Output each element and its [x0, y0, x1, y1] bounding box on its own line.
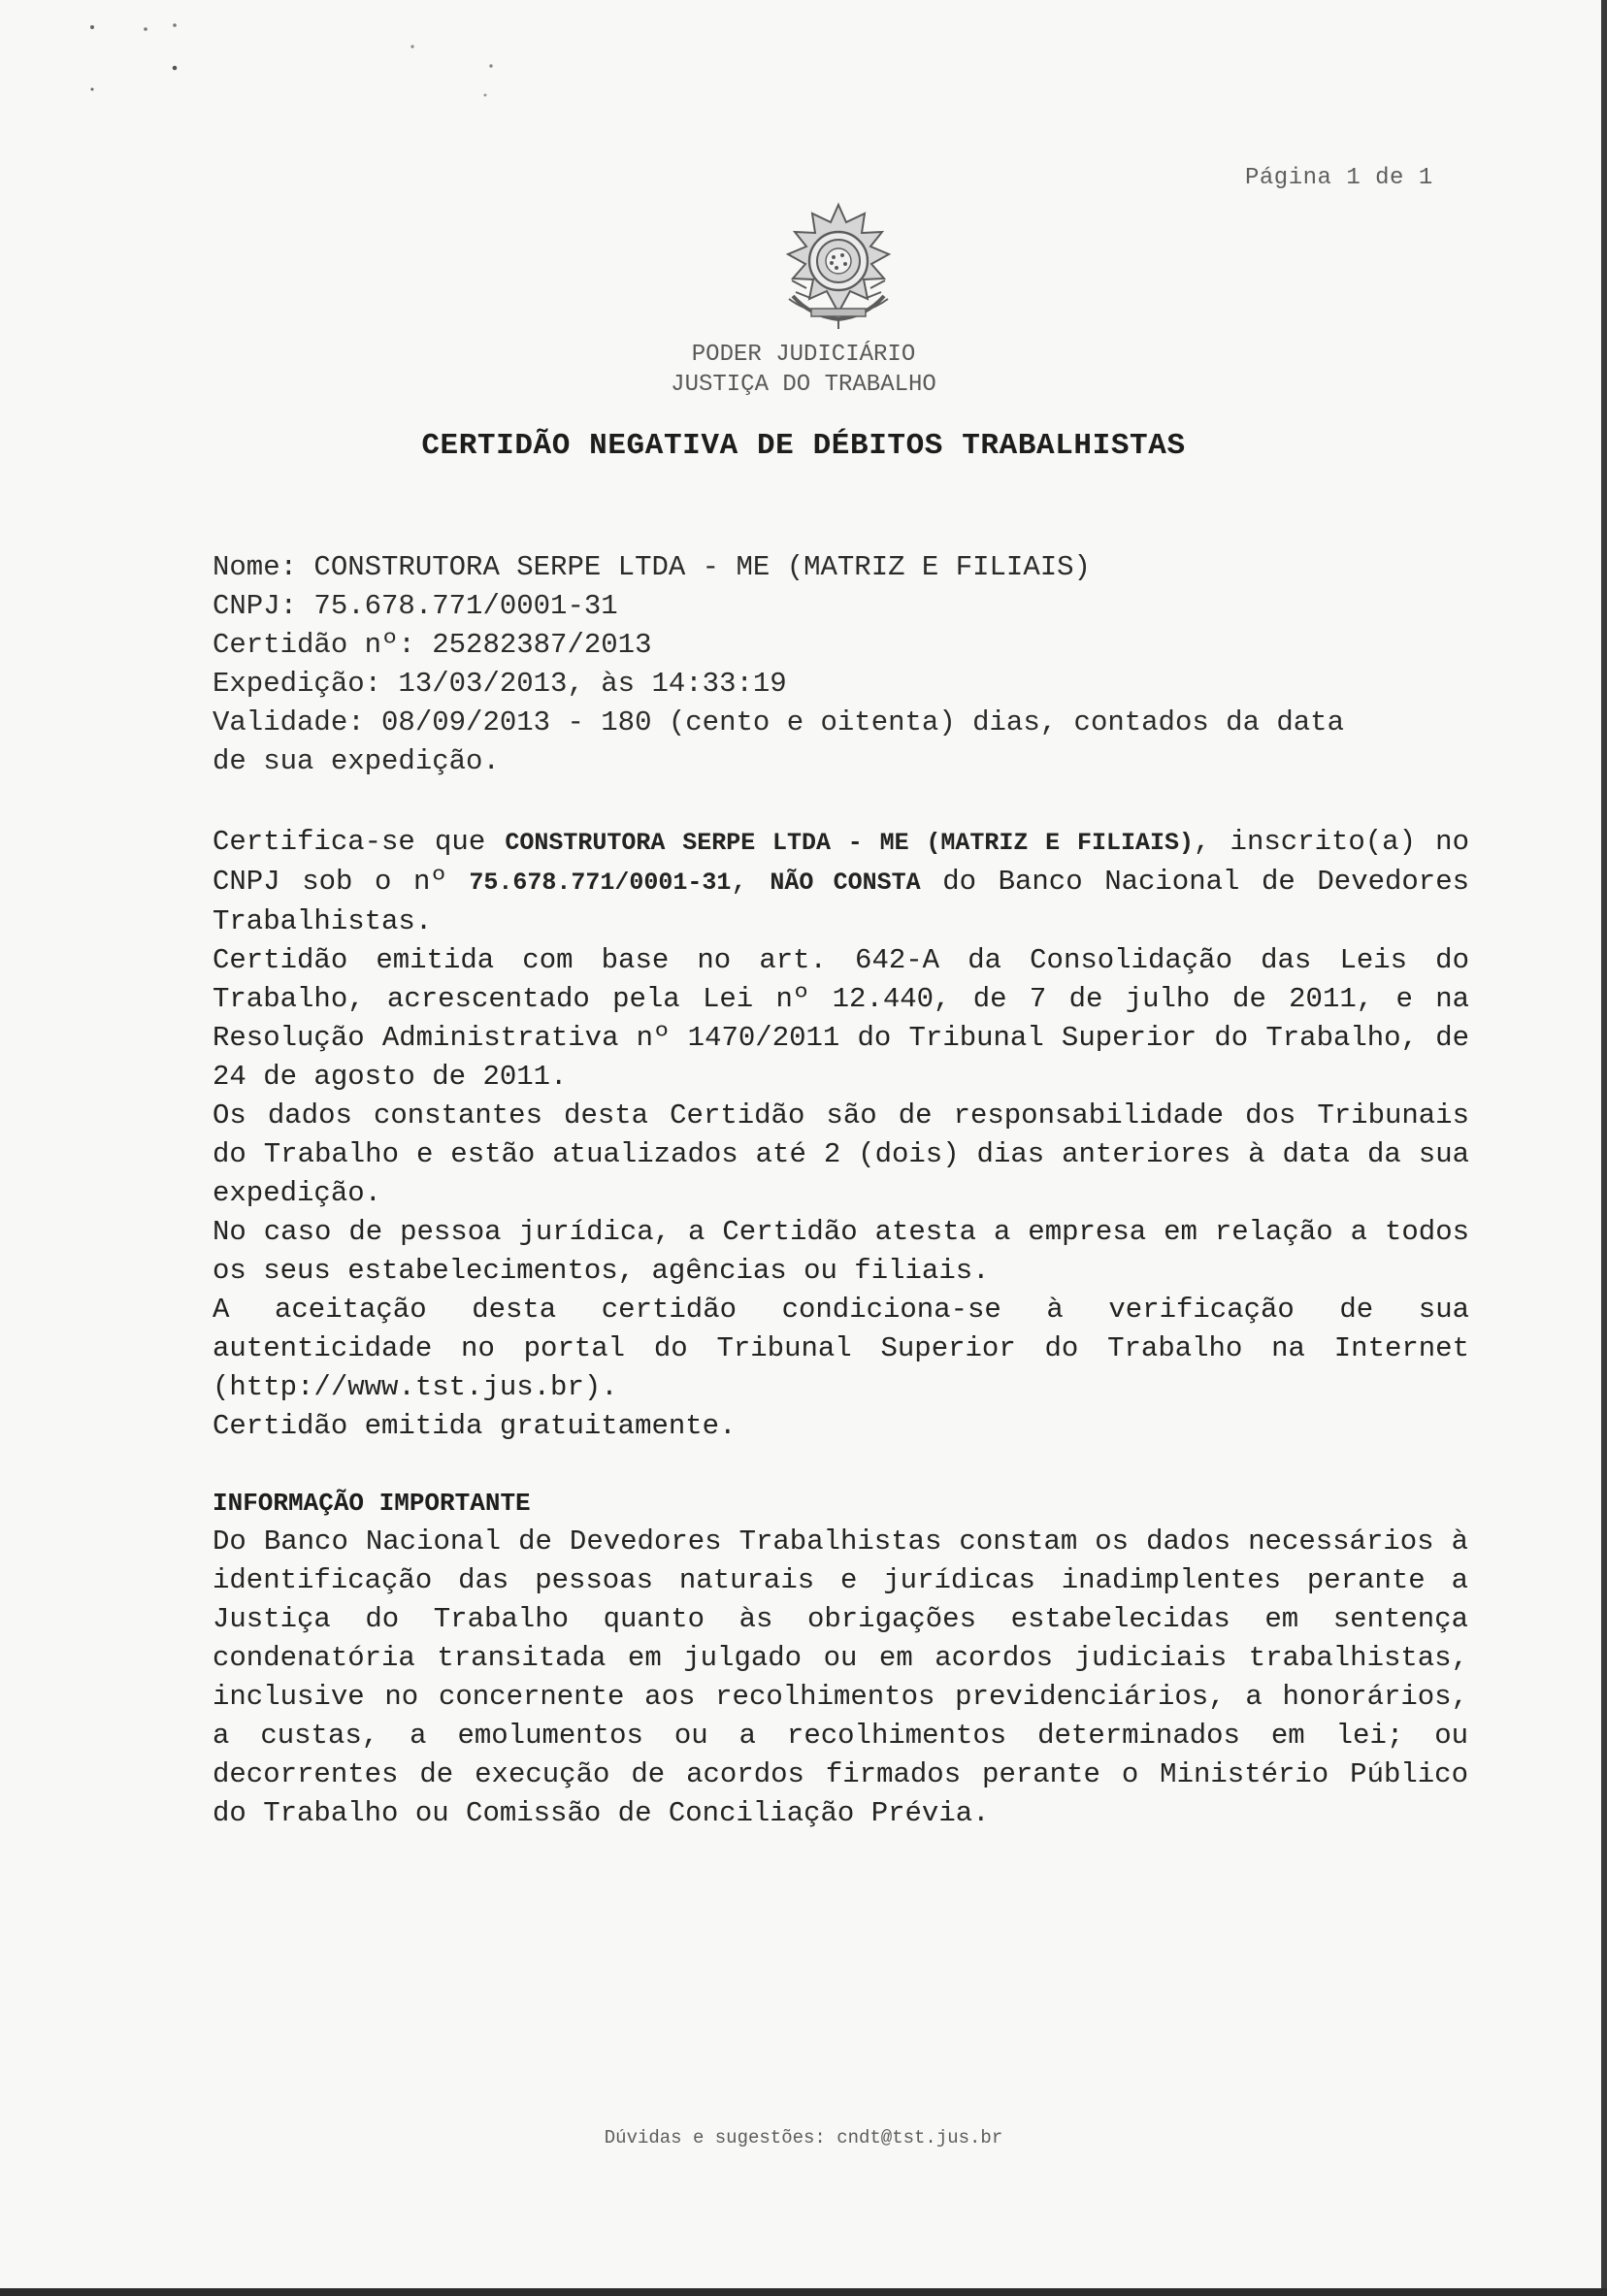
certification-comma: , [731, 866, 771, 898]
judiciary-heading: PODER JUDICIÁRIO [691, 342, 916, 368]
page-title: CERTIDÃO NEGATIVA DE DÉBITOS TRABALHISTAS [421, 429, 1186, 463]
legal-entity-paragraph: No caso de pessoa jurídica, a Certidão atesta a empresa em relação a todos os seus estabelecimentos, agências ou filiais. [213, 1216, 1469, 1287]
certification-paragraph [213, 823, 1469, 941]
page-number: Página 1 de 1 [1245, 165, 1433, 191]
company-name-line: Nome: CONSTRUTORA SERPE LTDA - ME (MATRIZ E FILIAIS) [213, 551, 1091, 583]
legal-basis-paragraph: Certidão emitida com base no art. 642-A da Consolidação das Leis do Trabalho, acrescentado pela Lei nº 12.440, de 7 de julho de 2011, e na Resolução Administrativa nº 1470/2011 do Tribunal Superior do Trabalho, de 24 de agosto de 2011. [213, 944, 1469, 1093]
responsibility-paragraph: Os dados constantes desta Certidão são de responsabilidade dos Tribunais do Trabalho e estão atualizados até 2 (dois) dias anteriores à data da sua expedição. [213, 1099, 1469, 1209]
coat-of-arms-icon [770, 192, 907, 330]
free-issue-paragraph: Certidão emitida gratuitamente. [213, 1410, 737, 1442]
important-text: Do Banco Nacional de Devedores Trabalhistas constam os dados necessários à identificação das pessoas naturais e jurídicas inadimplentes perante a Justiça do Trabalho quanto às obrigações estabelecidas em sentença condenatória transitada em julgado ou em acordos judiciais trabalhistas, inclusive no concernente aos recolhimentos previdenciários, a honorários, a custas, a emolumentos ou a recolhimentos determinados em lei; ou decorrentes de execução de acordos firmados perante o Ministério Público do Trabalho ou Comissão de Conciliação Prévia. [213, 1525, 1468, 1829]
company-bold: CONSTRUTORA SERPE LTDA - ME (MATRIZ E FILIAIS) [505, 829, 1194, 857]
validity-line-2: de sua expedição. [213, 745, 500, 777]
certification-prefix: Certifica-se que [213, 826, 506, 858]
certificate-body [213, 823, 1469, 1446]
cnpj-bold: 75.678.771/0001-31 [469, 869, 732, 897]
certification-suffix: do Banco Nacional de Devedores Trabalhistas. [213, 866, 1470, 937]
certificate-details [213, 548, 1503, 781]
important-heading: INFORMAÇÃO IMPORTANTE [213, 1489, 531, 1518]
validity-line-1: Validade: 08/09/2013 - 180 (cento e oitenta) dias, contados da data [213, 706, 1344, 738]
nao-consta-bold: NÃO CONSTA [770, 869, 921, 897]
verification-paragraph: A aceitação desta certidão condiciona-se à verificação de sua autenticidade no portal do Tribunal Superior do Trabalho na Internet (http://www.tst.jus.br). [213, 1294, 1469, 1403]
labor-court-heading: JUSTIÇA DO TRABALHO [671, 372, 936, 398]
cnpj-line: CNPJ: 75.678.771/0001-31 [213, 590, 618, 622]
issue-date-line: Expedição: 13/03/2013, às 14:33:19 [213, 668, 787, 700]
scan-edge-bottom [0, 2288, 1607, 2296]
scan-speckles [0, 0, 505, 126]
scan-edge-right [1601, 0, 1607, 2296]
certificate-number-line: Certidão nº: 25282387/2013 [213, 629, 652, 661]
certification-middle: , inscrito(a) no CNPJ sob o nº [213, 826, 1469, 898]
footer-contact: Dúvidas e sugestões: cndt@tst.jus.br [604, 2127, 1003, 2148]
